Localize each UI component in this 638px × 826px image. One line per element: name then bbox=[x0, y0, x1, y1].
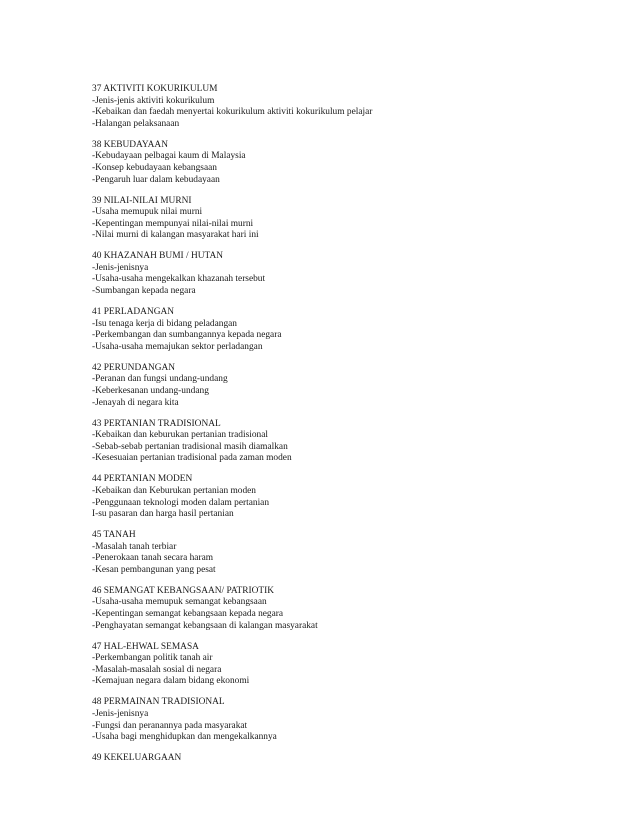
topic-point: -Masalah tanah terbiar bbox=[92, 541, 177, 552]
topic-point: -Penghayatan semangat kebangsaan di kalangan masyarakat bbox=[92, 620, 318, 631]
topic-point: -Halangan pelaksanaan bbox=[92, 118, 180, 129]
topic-point: -Kepentingan semangat kebangsaan kepada negara bbox=[92, 609, 284, 620]
topic-point: -Perkembangan dan sumbangannya kepada negara bbox=[92, 330, 282, 341]
topic-section bbox=[92, 530, 612, 576]
topic-point: -Kebudayaan pelbagai kaum di Malaysia bbox=[92, 151, 246, 162]
topic-title: 47 HAL-EHWAL SEMASA bbox=[92, 641, 199, 652]
topic-point: -Kepentingan mempunyai nilai-nilai murni bbox=[92, 218, 254, 229]
topic-point: -Jenis-jenisnya bbox=[92, 262, 149, 273]
topic-point: -Jenis-jenis aktiviti kokurikulum bbox=[92, 95, 215, 106]
topic-title: 45 TANAH bbox=[92, 530, 136, 541]
topic-point: -Konsep kebudayaan kebangsaan bbox=[92, 162, 217, 173]
topic-point: -Jenis-jenisnya bbox=[92, 709, 149, 720]
topic-title: 41 PERLADANGAN bbox=[92, 307, 175, 318]
topic-section bbox=[92, 419, 612, 465]
topic-section bbox=[92, 140, 612, 186]
topic-section bbox=[92, 642, 612, 688]
topic-point: -Usaha-usaha memajukan sektor perladangan bbox=[92, 341, 263, 352]
topic-title: 39 NILAI-NILAI MURNI bbox=[92, 195, 192, 206]
topic-point: -Kebaikan dan faedah menyertai kokurikulum aktiviti kokurikulum pelajar bbox=[92, 107, 373, 118]
topic-point: -Kesesuaian pertanian tradisional pada zaman moden bbox=[92, 453, 292, 464]
topic-section bbox=[92, 84, 612, 130]
topic-title: 48 PERMAINAN TRADISIONAL bbox=[92, 697, 225, 708]
topic-section bbox=[92, 363, 612, 409]
topic-point: -Fungsi dan peranannya pada masyarakat bbox=[92, 720, 248, 731]
topic-point: -Usaha bagi menghidupkan dan mengekalkannya bbox=[92, 732, 277, 743]
topic-point: -Kebaikan dan Keburukan pertanian moden bbox=[92, 485, 256, 496]
topic-point: -Kemajuan negara dalam bidang ekonomi bbox=[92, 676, 250, 687]
topic-point: -Penggunaan teknologi moden dalam pertanian bbox=[92, 497, 270, 508]
topic-section bbox=[92, 251, 612, 297]
topic-section bbox=[92, 697, 612, 743]
topic-title: 49 KEKELUARGAAN bbox=[92, 753, 182, 764]
topic-point: -Penerokaan tanah secara haram bbox=[92, 553, 214, 564]
topic-point: -Usaha-usaha memupuk semangat kebangsaan bbox=[92, 597, 267, 608]
topic-title: 46 SEMANGAT KEBANGSAAN/ PATRIOTIK bbox=[92, 585, 275, 596]
topic-point: -Keberkesanan undang-undang bbox=[92, 386, 209, 397]
topic-title: 44 PERTANIAN MODEN bbox=[92, 474, 193, 485]
topic-section bbox=[92, 753, 612, 765]
topic-point: -Perkembangan politik tanah air bbox=[92, 653, 213, 664]
topic-point: -Jenayah di negara kita bbox=[92, 397, 179, 408]
topic-point: -Pengaruh luar dalam kebudayaan bbox=[92, 174, 220, 185]
topic-title: 40 KHAZANAH BUMI / HUTAN bbox=[92, 251, 224, 262]
topic-title: 37 AKTIVITI KOKURIKULUM bbox=[92, 84, 218, 94]
topic-section bbox=[92, 586, 612, 632]
topic-section bbox=[92, 307, 612, 353]
topic-point: -Kebaikan dan keburukan pertanian tradisional bbox=[92, 430, 268, 441]
topic-point: -Sebab-sebab pertanian tradisional masih diamalkan bbox=[92, 441, 288, 452]
topic-point: I-su pasaran dan harga hasil pertanian bbox=[92, 509, 234, 520]
topic-point: -Kesan pembangunan yang pesat bbox=[92, 564, 216, 575]
topic-title: 42 PERUNDANGAN bbox=[92, 362, 176, 373]
document-page bbox=[92, 84, 612, 774]
topic-point: -Masalah-masalah sosial di negara bbox=[92, 664, 222, 675]
topic-point: -Sumbangan kepada negara bbox=[92, 286, 196, 297]
topic-section bbox=[92, 474, 612, 520]
topic-title: 43 PERTANIAN TRADISIONAL bbox=[92, 418, 221, 429]
topic-point: -Peranan dan fungsi undang-undang bbox=[92, 374, 228, 385]
topic-title: 38 KEBUDAYAAN bbox=[92, 139, 168, 150]
topic-point: -Usaha-usaha mengekalkan khazanah tersebut bbox=[92, 274, 266, 285]
topic-section bbox=[92, 196, 612, 242]
topic-point: -Usaha memupuk nilai murni bbox=[92, 207, 203, 218]
topic-point: -Isu tenaga kerja di bidang peladangan bbox=[92, 318, 237, 329]
topic-point: -Nilai murni di kalangan masyarakat hari ini bbox=[92, 230, 259, 241]
